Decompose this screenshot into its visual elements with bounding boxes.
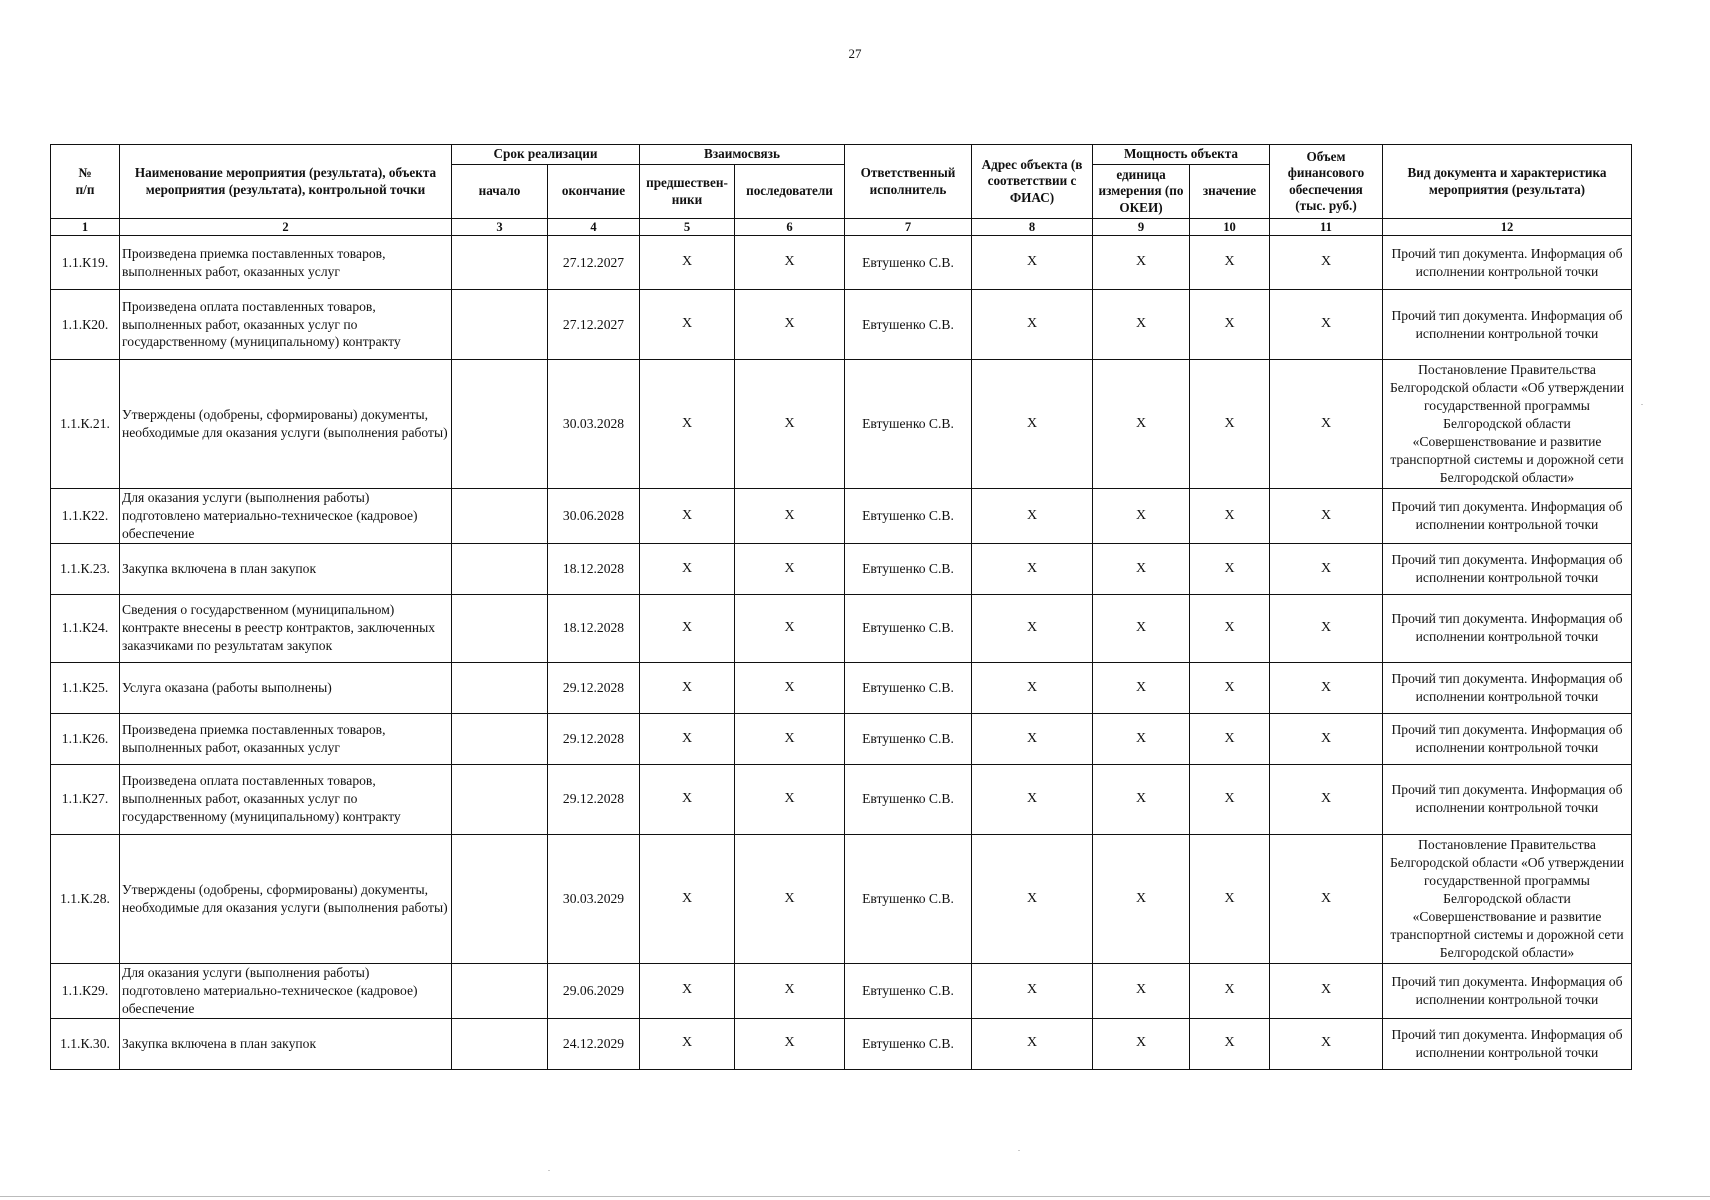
row-responsible: Евтушенко С.В. xyxy=(845,290,972,360)
row-funding: X xyxy=(1270,963,1383,1018)
header-capacity: Мощность объекта xyxy=(1093,145,1270,165)
column-number-row xyxy=(51,219,1632,236)
row-funding: X xyxy=(1270,489,1383,544)
row-successors: X xyxy=(735,764,845,834)
row-name: Произведена оплата поставленных товаров, выполненных работ, оказанных услуг по государственному (муниципальному) контракту xyxy=(120,290,452,360)
scan-edge-line xyxy=(0,1196,1710,1197)
row-end: 24.12.2029 xyxy=(548,1018,640,1069)
row-name: Произведена приемка поставленных товаров, выполненных работ, оказанных услуг xyxy=(120,236,452,290)
header-value: значение xyxy=(1190,165,1270,219)
row-end: 27.12.2027 xyxy=(548,236,640,290)
row-address: X xyxy=(972,764,1093,834)
row-unit: X xyxy=(1093,290,1190,360)
row-responsible: Евтушенко С.В. xyxy=(845,764,972,834)
row-successors: X xyxy=(735,594,845,662)
header-funding: Объем финансового обеспечения (тыс. руб.) xyxy=(1270,145,1383,219)
row-end: 29.12.2028 xyxy=(548,764,640,834)
column-number: 9 xyxy=(1093,219,1190,236)
row-funding: X xyxy=(1270,662,1383,713)
row-responsible: Евтушенко С.В. xyxy=(845,594,972,662)
row-address: X xyxy=(972,1018,1093,1069)
scan-speck: . xyxy=(548,1164,550,1173)
row-funding: X xyxy=(1270,360,1383,489)
row-predecessors: X xyxy=(640,290,735,360)
column-number: 1 xyxy=(51,219,120,236)
header-period: Срок реализации xyxy=(452,145,640,165)
row-address: X xyxy=(972,662,1093,713)
table-row xyxy=(51,543,1632,594)
row-successors: X xyxy=(735,489,845,544)
row-doc: Прочий тип документа. Информация об исполнении контрольной точки xyxy=(1383,662,1632,713)
row-responsible: Евтушенко С.В. xyxy=(845,489,972,544)
table-row xyxy=(51,236,1632,290)
table-row xyxy=(51,594,1632,662)
row-predecessors: X xyxy=(640,489,735,544)
row-value: X xyxy=(1190,236,1270,290)
row-predecessors: X xyxy=(640,543,735,594)
row-number: 1.1.К26. xyxy=(51,713,120,764)
header-name: Наименование мероприятия (результата), объекта мероприятия (результата), контрольной точки xyxy=(120,145,452,219)
row-start xyxy=(452,489,548,544)
row-funding: X xyxy=(1270,543,1383,594)
row-name: Для оказания услуги (выполнения работы) подготовлено материально-техническое (кадровое) обеспечение xyxy=(120,489,452,544)
row-number: 1.1.К22. xyxy=(51,489,120,544)
row-doc: Прочий тип документа. Информация об исполнении контрольной точки xyxy=(1383,1018,1632,1069)
row-funding: X xyxy=(1270,1018,1383,1069)
row-unit: X xyxy=(1093,236,1190,290)
row-unit: X xyxy=(1093,963,1190,1018)
row-end: 18.12.2028 xyxy=(548,543,640,594)
header-doc: Вид документа и характеристика мероприятия (результата) xyxy=(1383,145,1632,219)
row-doc: Прочий тип документа. Информация об исполнении контрольной точки xyxy=(1383,543,1632,594)
row-successors: X xyxy=(735,662,845,713)
row-responsible: Евтушенко С.В. xyxy=(845,543,972,594)
header-unit: единица измерения (по ОКЕИ) xyxy=(1093,165,1190,219)
row-name: Утверждены (одобрены, сформированы) документы, необходимые для оказания услуги (выполнения работы) xyxy=(120,834,452,963)
row-number: 1.1.К25. xyxy=(51,662,120,713)
table-row xyxy=(51,662,1632,713)
column-number: 2 xyxy=(120,219,452,236)
column-number: 8 xyxy=(972,219,1093,236)
table-row xyxy=(51,764,1632,834)
row-name: Утверждены (одобрены, сформированы) документы, необходимые для оказания услуги (выполнения работы) xyxy=(120,360,452,489)
header-successors: последователи xyxy=(735,165,845,219)
row-predecessors: X xyxy=(640,834,735,963)
column-number: 5 xyxy=(640,219,735,236)
row-doc: Прочий тип документа. Информация об исполнении контрольной точки xyxy=(1383,963,1632,1018)
row-address: X xyxy=(972,360,1093,489)
row-number: 1.1.К.23. xyxy=(51,543,120,594)
row-unit: X xyxy=(1093,834,1190,963)
row-start xyxy=(452,764,548,834)
row-doc: Прочий тип документа. Информация об исполнении контрольной точки xyxy=(1383,764,1632,834)
row-end: 18.12.2028 xyxy=(548,594,640,662)
row-doc: Прочий тип документа. Информация об исполнении контрольной точки xyxy=(1383,594,1632,662)
page-number: 27 xyxy=(848,46,862,61)
row-address: X xyxy=(972,834,1093,963)
scan-speck: . xyxy=(1641,398,1643,407)
header-predecessors: предшествен-ники xyxy=(640,165,735,219)
row-name: Произведена оплата поставленных товаров, выполненных работ, оказанных услуг по государственному (муниципальному) контракту xyxy=(120,764,452,834)
row-successors: X xyxy=(735,236,845,290)
row-successors: X xyxy=(735,543,845,594)
row-address: X xyxy=(972,594,1093,662)
row-funding: X xyxy=(1270,594,1383,662)
table-row xyxy=(51,290,1632,360)
row-end: 30.03.2028 xyxy=(548,360,640,489)
column-number: 10 xyxy=(1190,219,1270,236)
row-unit: X xyxy=(1093,662,1190,713)
row-successors: X xyxy=(735,713,845,764)
row-start xyxy=(452,543,548,594)
header-responsible: Ответственный исполнитель xyxy=(845,145,972,219)
row-successors: X xyxy=(735,1018,845,1069)
row-address: X xyxy=(972,236,1093,290)
row-start xyxy=(452,360,548,489)
row-address: X xyxy=(972,713,1093,764)
row-end: 29.12.2028 xyxy=(548,662,640,713)
row-address: X xyxy=(972,543,1093,594)
header-num: № п/п xyxy=(51,145,120,219)
row-value: X xyxy=(1190,290,1270,360)
row-start xyxy=(452,236,548,290)
row-doc: Постановление Правительства Белгородской области «Об утверждении государственной программы Белгородской области «Совершенствование и развитие транспортной системы и дорожной сети Белгородской области» xyxy=(1383,360,1632,489)
row-predecessors: X xyxy=(640,594,735,662)
row-predecessors: X xyxy=(640,360,735,489)
row-number: 1.1.К24. xyxy=(51,594,120,662)
row-name: Для оказания услуги (выполнения работы) подготовлено материально-техническое (кадровое) обеспечение xyxy=(120,963,452,1018)
row-number: 1.1.К.30. xyxy=(51,1018,120,1069)
row-start xyxy=(452,713,548,764)
row-predecessors: X xyxy=(640,662,735,713)
row-doc: Прочий тип документа. Информация об исполнении контрольной точки xyxy=(1383,713,1632,764)
column-number: 11 xyxy=(1270,219,1383,236)
row-number: 1.1.К29. xyxy=(51,963,120,1018)
row-responsible: Евтушенко С.В. xyxy=(845,1018,972,1069)
row-doc: Прочий тип документа. Информация об исполнении контрольной точки xyxy=(1383,489,1632,544)
row-value: X xyxy=(1190,713,1270,764)
row-number: 1.1.К20. xyxy=(51,290,120,360)
row-value: X xyxy=(1190,1018,1270,1069)
row-doc: Прочий тип документа. Информация об исполнении контрольной точки xyxy=(1383,236,1632,290)
row-value: X xyxy=(1190,489,1270,544)
header-address: Адрес объекта (в соответствии с ФИАС) xyxy=(972,145,1093,219)
column-number: 4 xyxy=(548,219,640,236)
row-address: X xyxy=(972,489,1093,544)
row-start xyxy=(452,834,548,963)
column-number: 7 xyxy=(845,219,972,236)
row-end: 30.06.2028 xyxy=(548,489,640,544)
row-funding: X xyxy=(1270,236,1383,290)
row-responsible: Евтушенко С.В. xyxy=(845,834,972,963)
row-name: Сведения о государственном (муниципальном) контракте внесены в реестр контрактов, заключенных заказчиками по результатам закупок xyxy=(120,594,452,662)
row-value: X xyxy=(1190,963,1270,1018)
table-header xyxy=(51,145,1632,236)
row-responsible: Евтушенко С.В. xyxy=(845,713,972,764)
row-funding: X xyxy=(1270,834,1383,963)
row-doc: Прочий тип документа. Информация об исполнении контрольной точки xyxy=(1383,290,1632,360)
row-responsible: Евтушенко С.В. xyxy=(845,236,972,290)
table-row xyxy=(51,713,1632,764)
row-end: 27.12.2027 xyxy=(548,290,640,360)
row-name: Услуга оказана (работы выполнены) xyxy=(120,662,452,713)
row-name: Произведена приемка поставленных товаров, выполненных работ, оказанных услуг xyxy=(120,713,452,764)
row-funding: X xyxy=(1270,290,1383,360)
row-responsible: Евтушенко С.В. xyxy=(845,662,972,713)
row-successors: X xyxy=(735,834,845,963)
column-number: 12 xyxy=(1383,219,1632,236)
row-successors: X xyxy=(735,290,845,360)
row-unit: X xyxy=(1093,713,1190,764)
row-doc: Постановление Правительства Белгородской области «Об утверждении государственной программы Белгородской области «Совершенствование и развитие транспортной системы и дорожной сети Белгородской области» xyxy=(1383,834,1632,963)
row-funding: X xyxy=(1270,764,1383,834)
row-number: 1.1.К.21. xyxy=(51,360,120,489)
row-successors: X xyxy=(735,360,845,489)
row-start xyxy=(452,290,548,360)
row-end: 30.03.2029 xyxy=(548,834,640,963)
row-unit: X xyxy=(1093,489,1190,544)
row-value: X xyxy=(1190,360,1270,489)
row-predecessors: X xyxy=(640,713,735,764)
row-value: X xyxy=(1190,764,1270,834)
row-predecessors: X xyxy=(640,1018,735,1069)
row-predecessors: X xyxy=(640,764,735,834)
row-unit: X xyxy=(1093,764,1190,834)
row-address: X xyxy=(972,290,1093,360)
row-successors: X xyxy=(735,963,845,1018)
table-body xyxy=(51,236,1632,1070)
row-unit: X xyxy=(1093,543,1190,594)
column-number: 3 xyxy=(452,219,548,236)
scan-speck: . xyxy=(1018,1144,1020,1153)
row-address: X xyxy=(972,963,1093,1018)
row-number: 1.1.К19. xyxy=(51,236,120,290)
row-name: Закупка включена в план закупок xyxy=(120,1018,452,1069)
row-number: 1.1.К27. xyxy=(51,764,120,834)
row-end: 29.06.2029 xyxy=(548,963,640,1018)
row-value: X xyxy=(1190,594,1270,662)
row-predecessors: X xyxy=(640,236,735,290)
row-responsible: Евтушенко С.В. xyxy=(845,360,972,489)
plan-table xyxy=(50,144,1632,1070)
table-row xyxy=(51,1018,1632,1069)
header-end: окончание xyxy=(548,165,640,219)
row-value: X xyxy=(1190,834,1270,963)
header-start: начало xyxy=(452,165,548,219)
row-unit: X xyxy=(1093,1018,1190,1069)
row-start xyxy=(452,594,548,662)
row-name: Закупка включена в план закупок xyxy=(120,543,452,594)
row-responsible: Евтушенко С.В. xyxy=(845,963,972,1018)
table-row xyxy=(51,360,1632,489)
row-funding: X xyxy=(1270,713,1383,764)
row-number: 1.1.К.28. xyxy=(51,834,120,963)
row-value: X xyxy=(1190,662,1270,713)
row-value: X xyxy=(1190,543,1270,594)
table-row xyxy=(51,489,1632,544)
header-link: Взаимосвязь xyxy=(640,145,845,165)
table-row xyxy=(51,963,1632,1018)
row-unit: X xyxy=(1093,594,1190,662)
row-start xyxy=(452,963,548,1018)
row-end: 29.12.2028 xyxy=(548,713,640,764)
table-row xyxy=(51,834,1632,963)
column-number: 6 xyxy=(735,219,845,236)
row-start xyxy=(452,1018,548,1069)
row-start xyxy=(452,662,548,713)
row-unit: X xyxy=(1093,360,1190,489)
row-predecessors: X xyxy=(640,963,735,1018)
